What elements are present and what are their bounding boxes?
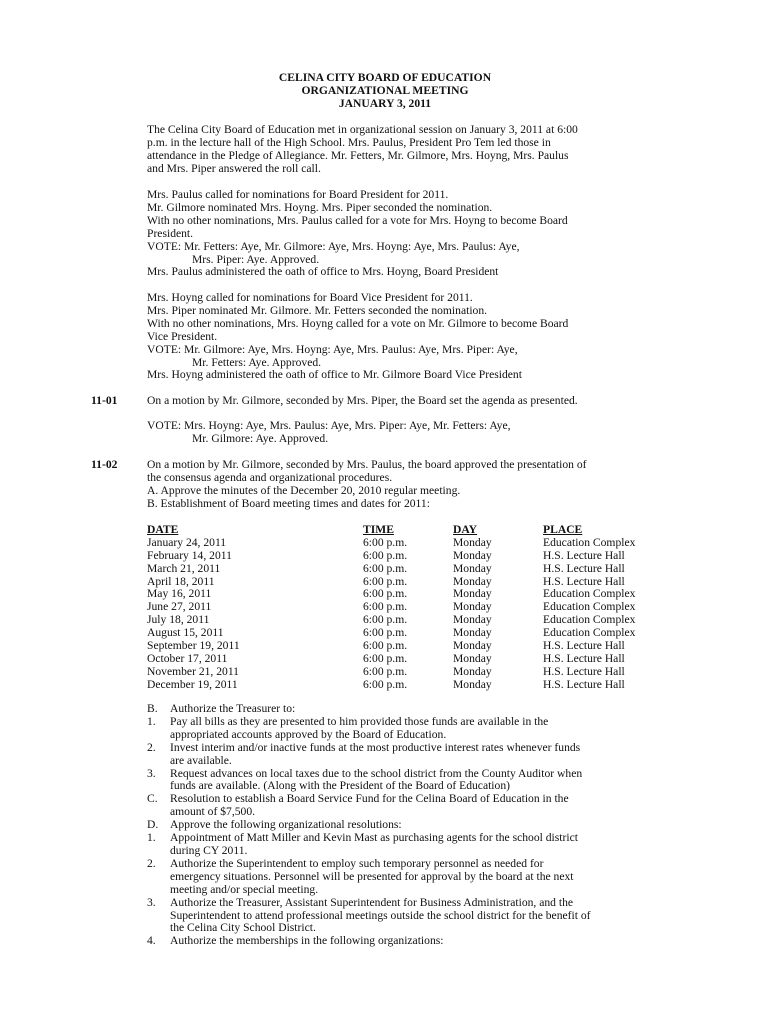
cell-time: 6:00 p.m. (363, 561, 408, 575)
motion-2-text (147, 459, 682, 511)
president-vote-line: Mrs. Piper: Aye. Approved. (192, 252, 320, 266)
list-marker: D. (147, 818, 159, 832)
cell-day: Monday (453, 548, 492, 562)
cell-place: Education Complex (543, 626, 636, 640)
header-date: JANUARY 3, 2011 (338, 96, 432, 110)
list-item-text: appropriated accounts approved by the Board of Education. (170, 727, 447, 741)
list-item (147, 703, 687, 716)
cell-place: Education Complex (543, 587, 636, 601)
list-item-text: amount of $7,500. (170, 805, 256, 819)
cell-date: August 15, 2011 (147, 626, 224, 640)
president-election-paragraph (147, 189, 682, 279)
document-header (0, 72, 770, 111)
cell-date: November 21, 2011 (147, 664, 239, 678)
motion-line: On a motion by Mr. Gilmore, seconded by Mrs. Paulus, the board approved the presentation of (147, 458, 587, 471)
list-marker: 4. (147, 934, 156, 948)
cell-day: Monday (453, 574, 492, 588)
meeting-schedule-table (147, 524, 687, 692)
cell-date: January 24, 2011 (147, 535, 227, 549)
cell-time: 6:00 p.m. (363, 651, 408, 665)
list-item-text: the Celina City School District. (170, 921, 316, 935)
cell-place: H.S. Lecture Hall (543, 677, 625, 691)
president-line: President. (147, 226, 194, 240)
list-item-text: are available. (170, 753, 232, 767)
list-marker: 3. (147, 766, 156, 780)
president-line: With no other nominations, Mrs. Paulus called for a vote for Mrs. Hoyng to become Board (147, 213, 568, 227)
list-item (147, 742, 687, 768)
table-header-row (147, 524, 687, 537)
cell-date: December 19, 2011 (147, 677, 238, 691)
cell-day: Monday (453, 587, 492, 601)
column-header-place: PLACE (543, 523, 583, 536)
resolutions-list (147, 703, 687, 948)
intro-line: p.m. in the lecture hall of the High School. Mrs. Paulus, President Pro Tem led those in (147, 135, 551, 149)
cell-day: Monday (453, 651, 492, 665)
list-item-text: Authorize the Superintendent to employ such temporary personnel as needed for (170, 856, 544, 870)
cell-place: H.S. Lecture Hall (543, 548, 625, 562)
vice-president-line: Vice President. (147, 329, 218, 343)
cell-day: Monday (453, 664, 492, 678)
motion-vote-line: VOTE: Mrs. Hoyng: Aye, Mrs. Paulus: Aye, Mrs. Piper: Aye, Mr. Fetters: Aye, (147, 419, 511, 432)
motion-line: B. Establishment of Board meeting times and dates for 2011: (147, 496, 430, 510)
cell-time: 6:00 p.m. (363, 600, 408, 614)
cell-date: March 21, 2011 (147, 561, 221, 575)
cell-place: H.S. Lecture Hall (543, 639, 625, 653)
list-item (147, 793, 687, 819)
cell-time: 6:00 p.m. (363, 677, 408, 691)
cell-date: May 16, 2011 (147, 587, 212, 601)
cell-day: Monday (453, 613, 492, 627)
table-row (147, 653, 687, 666)
list-item-text: Request advances on local taxes due to the school district from the County Auditor when (170, 766, 583, 780)
header-title: CELINA CITY BOARD OF EDUCATION (278, 71, 492, 84)
list-item-text: Authorize the Treasurer, Assistant Superintendent for Business Administration, and the (170, 895, 574, 909)
cell-place: H.S. Lecture Hall (543, 664, 625, 678)
cell-time: 6:00 p.m. (363, 664, 408, 678)
cell-place: Education Complex (543, 600, 636, 614)
list-item-text: funds are available. (Along with the President of the Board of Education) (170, 779, 510, 793)
cell-time: 6:00 p.m. (363, 535, 408, 549)
cell-place: H.S. Lecture Hall (543, 651, 625, 665)
list-item-text: Pay all bills as they are presented to him provided those funds are available in the (170, 714, 549, 728)
cell-time: 6:00 p.m. (363, 587, 408, 601)
motion-number: 11-01 (91, 394, 118, 407)
intro-paragraph (147, 124, 682, 176)
motion-1-vote (147, 420, 682, 446)
vice-president-vote-line: Mr. Fetters: Aye. Approved. (192, 355, 322, 369)
cell-day: Monday (453, 600, 492, 614)
table-row (147, 537, 687, 550)
list-marker: C. (147, 792, 158, 806)
president-oath-line: Mrs. Paulus administered the oath of office to Mrs. Hoyng, Board President (147, 265, 499, 279)
list-item (147, 935, 687, 948)
list-item (147, 897, 687, 936)
motion-line: A. Approve the minutes of the December 20, 2010 regular meeting. (147, 483, 461, 497)
cell-time: 6:00 p.m. (363, 548, 408, 562)
list-marker: 2. (147, 856, 156, 870)
cell-date: October 17, 2011 (147, 651, 228, 665)
list-item-text: emergency situations. Personnel will be presented for approval by the board at the next (170, 869, 574, 883)
list-item-text: Appointment of Matt Miller and Kevin Mast as purchasing agents for the school district (170, 831, 578, 845)
cell-date: June 27, 2011 (147, 600, 212, 614)
vice-president-line: Mrs. Piper nominated Mr. Gilmore. Mr. Fetters seconded the nomination. (147, 303, 488, 317)
cell-place: H.S. Lecture Hall (543, 574, 625, 588)
list-item-text: Superintendent to attend professional meetings outside the school district for the benefit of (170, 908, 591, 922)
intro-line: and Mrs. Piper answered the roll call. (147, 161, 321, 175)
list-marker: 1. (147, 831, 156, 845)
list-item (147, 768, 687, 794)
table-row (147, 666, 687, 679)
president-line: Mr. Gilmore nominated Mrs. Hoyng. Mrs. Piper seconded the nomination. (147, 200, 493, 214)
table-body (147, 537, 687, 692)
column-header-day: DAY (453, 523, 478, 536)
list-item (147, 832, 687, 858)
cell-day: Monday (453, 535, 492, 549)
motion-number: 11-02 (91, 458, 118, 471)
list-item-text: Authorize the Treasurer to: (170, 702, 296, 715)
table-row (147, 679, 687, 692)
list-item-text: during CY 2011. (170, 843, 248, 857)
table-row (147, 550, 687, 563)
list-item-text: Resolution to establish a Board Service Fund for the Celina Board of Education in the (170, 792, 569, 806)
list-marker: 1. (147, 714, 156, 728)
list-item (147, 858, 687, 897)
motion-line: On a motion by Mr. Gilmore, seconded by Mrs. Piper, the Board set the agenda as presented. (147, 394, 578, 407)
cell-time: 6:00 p.m. (363, 613, 408, 627)
cell-date: July 18, 2011 (147, 613, 210, 627)
column-header-date: DATE (147, 523, 179, 536)
motion-1-text (147, 395, 682, 408)
cell-date: April 18, 2011 (147, 574, 215, 588)
table-row (147, 640, 687, 653)
table-row (147, 563, 687, 576)
vice-president-oath-line: Mrs. Hoyng administered the oath of office to Mr. Gilmore Board Vice President (147, 368, 522, 382)
cell-time: 6:00 p.m. (363, 574, 408, 588)
cell-day: Monday (453, 626, 492, 640)
list-marker: 2. (147, 740, 156, 754)
header-subtitle: ORGANIZATIONAL MEETING (301, 83, 469, 97)
cell-date: September 19, 2011 (147, 639, 240, 653)
intro-line: The Celina City Board of Education met in organizational session on January 3, 2011 at 6:00 (147, 123, 578, 136)
cell-place: Education Complex (543, 613, 636, 627)
cell-place: H.S. Lecture Hall (543, 561, 625, 575)
president-line: Mrs. Paulus called for nominations for Board President for 2011. (147, 188, 449, 201)
cell-place: Education Complex (543, 535, 636, 549)
vice-president-line: With no other nominations, Mrs. Hoyng called for a vote on Mr. Gilmore to become Board (147, 316, 569, 330)
list-item-text: Approve the following organizational resolutions: (170, 818, 402, 832)
list-item (147, 716, 687, 742)
cell-day: Monday (453, 677, 492, 691)
vice-president-line: Mrs. Hoyng called for nominations for Board Vice President for 2011. (147, 291, 473, 304)
list-item-text: Invest interim and/or inactive funds at the most productive interest rates whenever funds (170, 740, 581, 754)
president-vote-line: VOTE: Mr. Fetters: Aye, Mr. Gilmore: Aye, Mrs. Hoyng: Aye, Mrs. Paulus: Aye, (147, 239, 520, 253)
cell-time: 6:00 p.m. (363, 626, 408, 640)
list-item-text: Authorize the memberships in the following organizations: (170, 934, 444, 948)
cell-day: Monday (453, 561, 492, 575)
cell-day: Monday (453, 639, 492, 653)
list-item-text: meeting and/or special meeting. (170, 882, 319, 896)
list-marker: 3. (147, 895, 156, 909)
motion-vote-line: Mr. Gilmore: Aye. Approved. (192, 431, 329, 445)
cell-time: 6:00 p.m. (363, 639, 408, 653)
vice-president-election-paragraph (147, 292, 682, 382)
motion-line: the consensus agenda and organizational procedures. (147, 470, 393, 484)
column-header-time: TIME (363, 523, 394, 536)
vice-president-vote-line: VOTE: Mr. Gilmore: Aye, Mrs. Hoyng: Aye, Mrs. Paulus: Aye, Mrs. Piper: Aye, (147, 342, 518, 356)
intro-line: attendance in the Pledge of Allegiance. Mr. Fetters, Mr. Gilmore, Mrs. Hoyng, Mrs. Paulus (147, 148, 569, 162)
cell-date: February 14, 2011 (147, 548, 232, 562)
list-marker: B. (147, 702, 158, 715)
